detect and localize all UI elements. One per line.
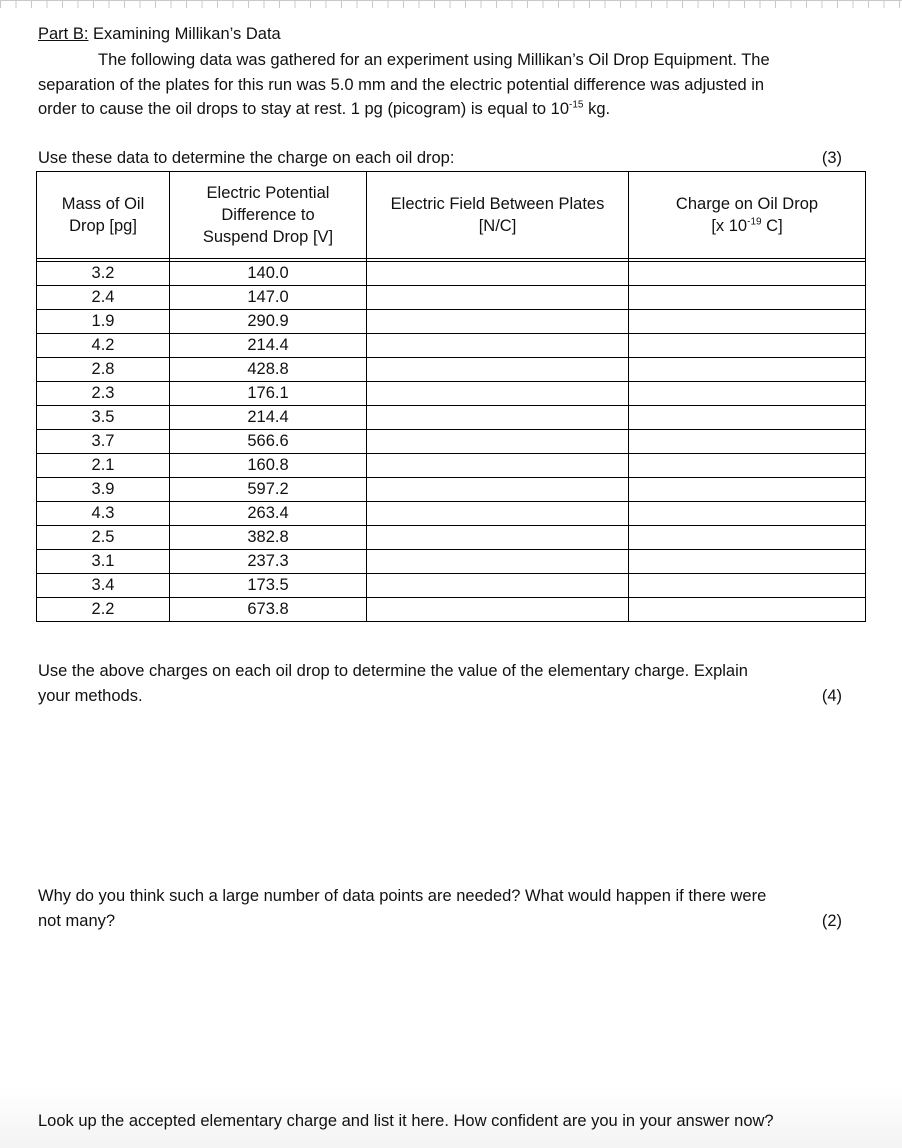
question-2-points: (4) [821,687,842,705]
voltage-cell: 147.0 [170,286,367,310]
voltage-cell: 140.0 [170,262,367,286]
electric-field-answer-cell[interactable] [367,574,629,598]
electric-field-answer-cell[interactable] [367,550,629,574]
charge-answer-cell[interactable] [629,262,866,286]
charge-answer-cell[interactable] [629,406,866,430]
question-1-points: (3) [821,149,842,167]
header-charge: Charge on Oil Drop [x $10^{-19}$ C] [629,172,866,259]
mass-cell: 2.8 [37,358,170,382]
electric-field-answer-cell[interactable] [367,478,629,502]
electric-field-answer-cell[interactable] [367,358,629,382]
table-row [37,310,866,334]
question-3-points: (2) [821,912,842,930]
voltage-cell: 290.9 [170,310,367,334]
table-row [37,478,866,502]
mass-cell: 2.5 [37,526,170,550]
table-row [37,454,866,478]
table-row [37,286,866,310]
table-row [37,526,866,550]
oil-drop-data-table [36,171,866,622]
table-row [37,502,866,526]
intro-exponent: -15 [569,99,584,111]
mass-cell: 3.4 [37,574,170,598]
mass-cell: 3.1 [37,550,170,574]
voltage-cell: 173.5 [170,574,367,598]
voltage-cell: 160.8 [170,454,367,478]
table-row [37,334,866,358]
charge-answer-cell[interactable] [629,454,866,478]
voltage-cell: 597.2 [170,478,367,502]
charge-answer-cell[interactable] [629,358,866,382]
header-voltage: Electric Potential Difference to Suspend Drop [V] [170,172,367,259]
header-field: Electric Field Between Plates [N/C] [367,172,629,259]
intro-paragraph [38,48,868,122]
mass-cell: 3.2 [37,262,170,286]
voltage-cell: 237.3 [170,550,367,574]
table-row [37,550,866,574]
charge-answer-cell[interactable] [629,574,866,598]
table-header-row [37,172,866,259]
mass-cell: 4.3 [37,502,170,526]
question-3-text: Why do you think such a large number of data points are needed? What would happen if there were not many? [38,887,767,930]
mass-cell: 3.9 [37,478,170,502]
charge-answer-cell[interactable] [629,502,866,526]
electric-field-answer-cell[interactable] [367,262,629,286]
charge-answer-cell[interactable] [629,478,866,502]
table-row [37,382,866,406]
voltage-cell: 382.8 [170,526,367,550]
mass-cell: 1.9 [37,310,170,334]
table-row [37,406,866,430]
voltage-cell: 176.1 [170,382,367,406]
charge-answer-cell[interactable] [629,598,866,622]
mass-cell: 2.4 [37,286,170,310]
voltage-cell: 214.4 [170,406,367,430]
question-2-text: Use the above charges on each oil drop to determine the value of the elementary charge. Explain your methods. [38,662,748,705]
mass-cell: 2.1 [37,454,170,478]
charge-answer-cell[interactable] [629,430,866,454]
table-row [37,598,866,622]
charge-answer-cell[interactable] [629,286,866,310]
part-b-label: Part B: [38,25,89,43]
table-row [37,574,866,598]
voltage-cell: 673.8 [170,598,367,622]
charge-answer-cell[interactable] [629,526,866,550]
intro-line-3: order to cause the oil drops to stay at rest. 1 pg (picogram) is equal to $10^{-15}$ kg. [38,99,611,118]
voltage-cell: 263.4 [170,502,367,526]
page-ruler [0,0,902,8]
electric-field-answer-cell[interactable] [367,454,629,478]
table-row [37,358,866,382]
charge-answer-cell[interactable] [629,334,866,358]
electric-field-answer-cell[interactable] [367,430,629,454]
voltage-cell: 428.8 [170,358,367,382]
mass-cell: 3.7 [37,430,170,454]
mass-cell: 2.2 [37,598,170,622]
voltage-cell: 214.4 [170,334,367,358]
electric-field-answer-cell[interactable] [367,502,629,526]
header-mass: Mass of Oil Drop [pg] [37,172,170,259]
electric-field-answer-cell[interactable] [367,406,629,430]
electric-field-answer-cell[interactable] [367,334,629,358]
mass-cell: 2.3 [37,382,170,406]
question-4-text: Look up the accepted elementary charge and list it here. How confident are you in your answer now? [38,1112,774,1130]
part-b-heading [38,23,281,45]
table-row [37,430,866,454]
mass-cell: 3.5 [37,406,170,430]
voltage-cell: 566.6 [170,430,367,454]
table-row [37,262,866,286]
electric-field-answer-cell[interactable] [367,382,629,406]
charge-answer-cell[interactable] [629,550,866,574]
electric-field-answer-cell[interactable] [367,286,629,310]
electric-field-answer-cell[interactable] [367,598,629,622]
charge-answer-cell[interactable] [629,310,866,334]
intro-line-1: The following data was gathered for an experiment using Millikan’s Oil Drop Equipment. The [98,51,770,69]
intro-line-2: separation of the plates for this run was 5.0 mm and the electric potential difference was adjusted in [38,75,765,94]
electric-field-answer-cell[interactable] [367,310,629,334]
part-b-title: Examining Millikan’s Data [88,25,281,43]
mass-cell: 4.2 [37,334,170,358]
question-1-text: Use these data to determine the charge on each oil drop: [38,149,455,167]
electric-field-answer-cell[interactable] [367,526,629,550]
charge-answer-cell[interactable] [629,382,866,406]
